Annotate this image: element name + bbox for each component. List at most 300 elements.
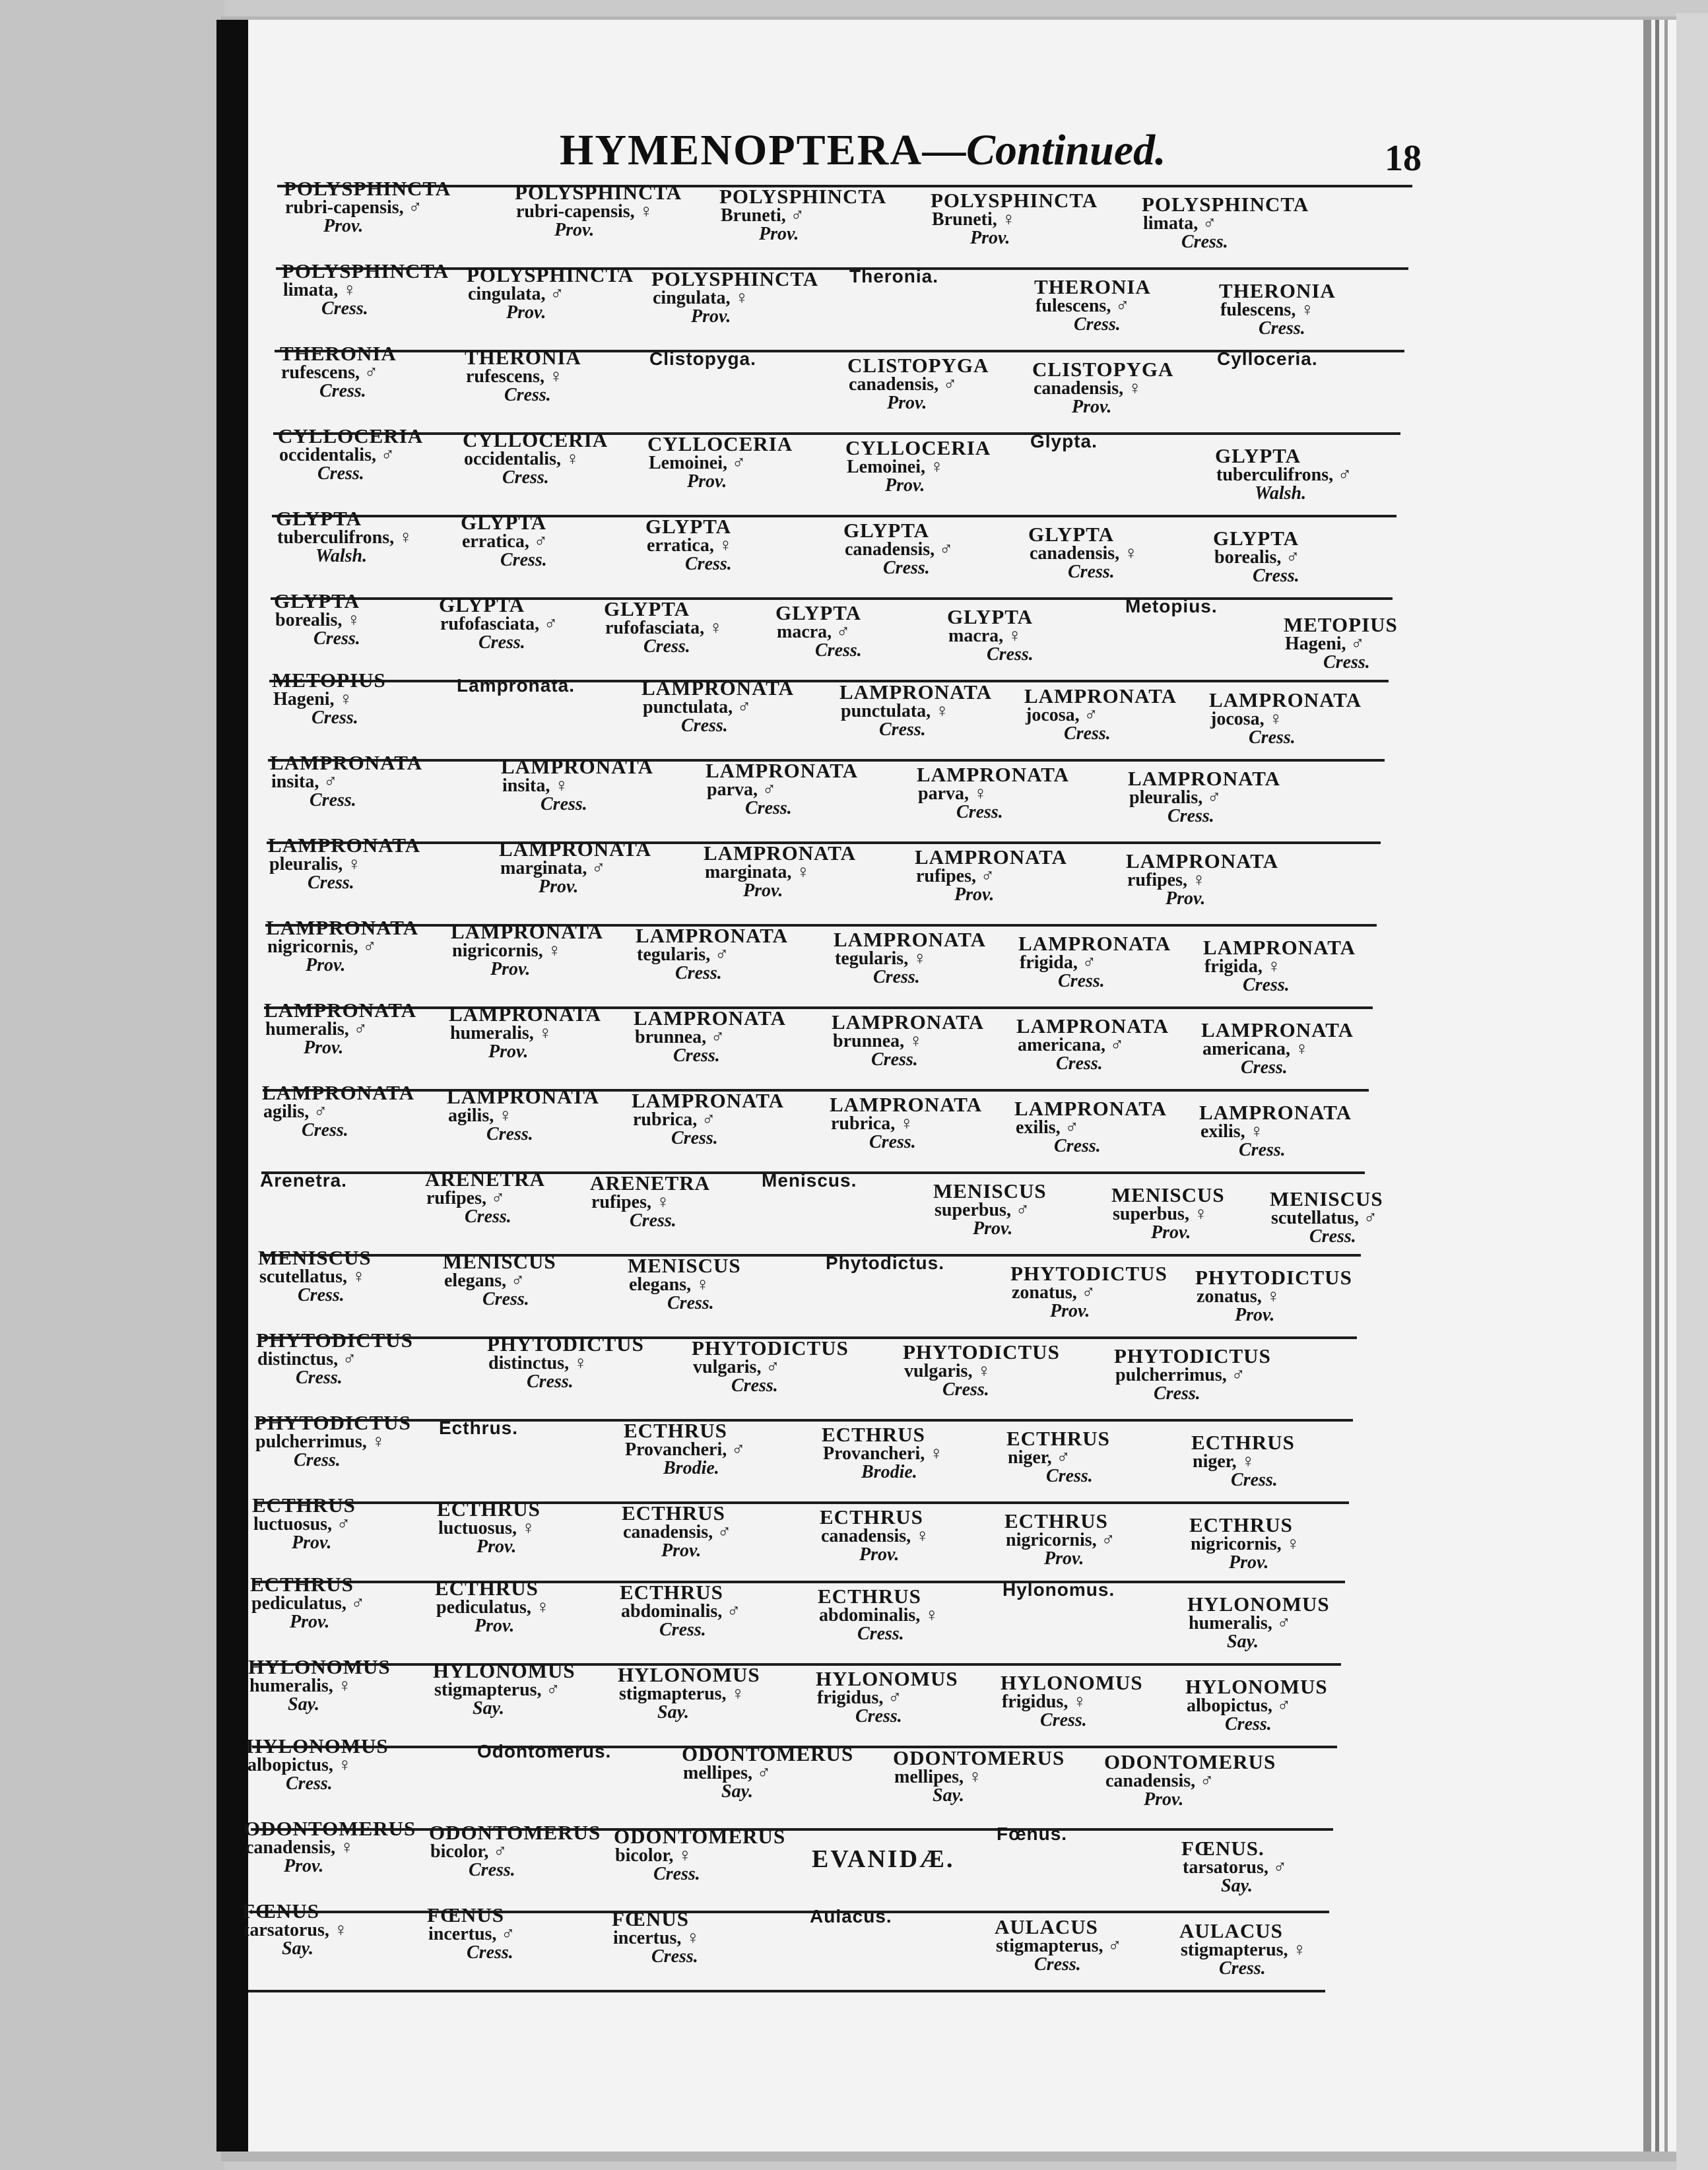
entry-genus: LAMPRONATA (706, 759, 858, 782)
entry-species: tegularis, ♀ (835, 948, 927, 969)
entry-genus: LAMPRONATA (830, 1093, 982, 1116)
species-entry (254, 1412, 445, 1470)
entry-genus: ECTHRUS (435, 1577, 539, 1600)
species-entry (1213, 528, 1404, 585)
entry-authority: Cress. (1323, 652, 1370, 673)
entry-species: Provancheri, ♀ (823, 1443, 944, 1464)
entry-authority: Brodie. (663, 1458, 719, 1478)
entry-authority: Cress. (310, 790, 356, 810)
species-entry (843, 520, 1035, 577)
entry-species: canadensis, ♀ (1034, 378, 1142, 399)
entry-genus: PHYTODICTUS (487, 1332, 644, 1356)
entry-authority: Prov. (488, 1041, 529, 1062)
species-entry (1016, 1016, 1208, 1073)
entry-genus: FŒNUS. (1181, 1837, 1265, 1860)
species-entry (604, 599, 795, 656)
species-entry (947, 607, 1138, 664)
species-entry (270, 752, 461, 810)
species-entry (1034, 277, 1226, 334)
entry-genus: GLYPTA (604, 597, 690, 620)
species-entry (1199, 1102, 1391, 1160)
species-entry (628, 1255, 819, 1313)
entry-species: rubrica, ♀ (831, 1113, 914, 1134)
entry-genus: LAMPRONATA (1126, 849, 1278, 872)
entry-genus: GLYPTA (439, 593, 525, 616)
entry-authority: Cress. (673, 1045, 720, 1066)
entry-genus: HYLONOMUS (1001, 1671, 1143, 1694)
entry-authority: Prov. (1050, 1301, 1090, 1321)
page-number: 18 (1385, 138, 1422, 179)
entry-authority: Walsh. (315, 546, 368, 566)
genus-header-label: Glypta. (1030, 431, 1098, 451)
entry-authority: Cress. (308, 872, 354, 893)
page-title (560, 125, 1166, 176)
entry-genus: GLYPTA (276, 507, 362, 530)
entry-genus: HYLONOMUS (433, 1659, 575, 1682)
entry-species: rubri-capensis, ♀ (516, 201, 653, 222)
entry-genus: ECTHRUS (250, 1573, 354, 1596)
entry-authority: Prov. (506, 302, 546, 323)
species-entry (820, 1507, 1011, 1564)
entry-genus: ECTHRUS (1191, 1431, 1295, 1454)
entry-authority: Cress. (1239, 1140, 1286, 1160)
entry-species: humeralis, ♂ (1189, 1613, 1291, 1633)
entry-species: humeralis, ♂ (265, 1019, 368, 1039)
entry-species: niger, ♂ (1008, 1447, 1070, 1468)
genus-header-arenetra (260, 1170, 451, 1191)
entry-species: niger, ♀ (1193, 1451, 1255, 1472)
entry-species: scutellatus, ♀ (259, 1266, 366, 1287)
entry-genus: LAMPRONATA (632, 1089, 784, 1112)
genus-header-label: Cylloceria. (1217, 348, 1318, 369)
genus-header-label: Theronia. (849, 266, 939, 286)
entry-species: stigmapterus, ♂ (996, 1936, 1122, 1956)
entry-species: distinctus, ♂ (257, 1349, 357, 1369)
species-entry (903, 1342, 1094, 1399)
entry-species: superbus, ♀ (1113, 1204, 1208, 1224)
entry-authority: Cress. (879, 719, 926, 740)
entry-authority: Prov. (290, 1612, 330, 1632)
entry-genus: HYLONOMUS (248, 1655, 391, 1678)
entry-genus: HYLONOMUS (1185, 1675, 1328, 1698)
species-entry (618, 1664, 809, 1722)
entry-genus: LAMPRONATA (270, 751, 422, 774)
entry-species: abdominalis, ♂ (621, 1601, 741, 1622)
entry-genus: MENISCUS (443, 1250, 556, 1273)
genus-header-label: Fœnus. (997, 1824, 1068, 1844)
entry-species: rufipes, ♂ (426, 1188, 505, 1208)
entry-species: tarsatorus, ♂ (1183, 1857, 1287, 1878)
entry-authority: Cress. (1253, 566, 1299, 586)
entry-species: pleuralis, ♀ (269, 854, 362, 874)
entry-genus: METOPIUS (1284, 613, 1398, 636)
entry-authority: Cress. (1259, 318, 1305, 339)
genus-header-label: Phytodictus. (826, 1253, 945, 1273)
entry-authority: Say. (1227, 1631, 1259, 1652)
entry-genus: ODONTOMERUS (429, 1821, 601, 1844)
species-entry (437, 1499, 628, 1556)
entry-species: limata, ♂ (1143, 213, 1217, 234)
entry-species: agilis, ♀ (448, 1105, 513, 1126)
species-entry (250, 1574, 442, 1631)
entry-authority: Cress. (1231, 1470, 1278, 1490)
entry-genus: THERONIA (1034, 275, 1151, 298)
species-entry (1201, 1020, 1393, 1077)
species-entry (282, 261, 473, 318)
genus-header-ecthrus (439, 1418, 630, 1439)
entry-authority: Cress. (1167, 806, 1214, 826)
entry-authority: Prov. (691, 306, 731, 327)
entry-genus: ECTHRUS (1004, 1509, 1108, 1532)
entry-authority: Prov. (859, 1544, 900, 1565)
species-entry (1004, 1511, 1196, 1568)
species-entry (435, 1578, 626, 1635)
entry-genus: METOPIUS (272, 669, 386, 692)
entry-species: canadensis, ♂ (849, 374, 958, 395)
entry-genus: POLYSPHINCTA (467, 263, 634, 286)
species-entry (1010, 1263, 1202, 1321)
entry-species: canadensis, ♂ (623, 1522, 732, 1542)
genus-header-label: Metopius. (1125, 596, 1218, 616)
entry-species: brunnea, ♂ (635, 1027, 725, 1047)
species-entry (1179, 1921, 1371, 1978)
entry-species: nigricornis, ♂ (1006, 1530, 1115, 1550)
entry-genus: LAMPRONATA (1128, 767, 1280, 790)
entry-genus: GLYPTA (645, 515, 732, 538)
entry-genus: POLYSPHINCTA (719, 185, 887, 208)
entry-genus: LAMPRONATA (1014, 1097, 1167, 1120)
entry-species: borealis, ♂ (1214, 547, 1300, 568)
entry-genus: LAMPRONATA (915, 845, 1067, 869)
entry-genus: LAMPRONATA (1209, 688, 1362, 711)
entry-genus: LAMPRONATA (917, 763, 1069, 786)
genus-header-label: Hylonomus. (1002, 1579, 1115, 1600)
entry-species: nigricornis, ♀ (1191, 1534, 1300, 1554)
entry-genus: LAMPRONATA (499, 838, 651, 861)
species-entry (242, 1901, 434, 1958)
species-entry (1195, 1267, 1387, 1325)
entry-genus: POLYSPHINCTA (282, 259, 449, 282)
title-continued: —Continued. (923, 126, 1166, 174)
entry-authority: Prov. (1235, 1305, 1275, 1325)
species-entry (818, 1586, 1009, 1643)
entry-species: cingulata, ♀ (653, 288, 749, 308)
entry-authority: Cress. (873, 967, 920, 987)
species-entry (487, 1334, 678, 1391)
entry-genus: LAMPRONATA (1024, 684, 1177, 707)
entry-authority: Prov. (539, 876, 579, 897)
entry-authority: Cress. (651, 1946, 698, 1967)
entry-authority: Prov. (1072, 397, 1112, 417)
entry-species: incertus, ♂ (428, 1924, 515, 1944)
entry-authority: Prov. (743, 880, 783, 901)
entry-genus: PHYTODICTUS (254, 1411, 411, 1434)
entry-genus: LAMPRONATA (447, 1085, 599, 1108)
entry-authority: Prov. (306, 955, 346, 975)
genus-header-label: Lampronata. (457, 675, 575, 696)
entry-species: erratica, ♂ (462, 531, 548, 552)
entry-authority: Cress. (675, 963, 722, 983)
entry-species: Hageni, ♂ (1285, 634, 1365, 654)
entry-genus: MENISCUS (1111, 1183, 1225, 1206)
entry-species: canadensis, ♂ (845, 539, 954, 560)
entry-authority: Cress. (319, 381, 366, 401)
entry-species: canadensis, ♀ (821, 1526, 930, 1546)
entry-species: borealis, ♀ (275, 610, 361, 630)
species-entry (246, 1736, 438, 1793)
species-entry (443, 1251, 634, 1309)
species-entry (893, 1748, 1084, 1805)
entry-genus: LAMPRONATA (451, 920, 603, 943)
entry-species: rufipes, ♂ (916, 866, 995, 886)
entry-species: distinctus, ♀ (488, 1353, 588, 1373)
entry-species: punctulata, ♀ (841, 701, 950, 721)
entry-authority: Cress. (1249, 727, 1296, 748)
species-entry (264, 1000, 455, 1057)
species-entry (467, 265, 658, 322)
entry-authority: Cress. (1034, 1954, 1081, 1975)
entry-genus: PHYTODICTUS (1010, 1262, 1167, 1285)
entry-species: pulcherrimus, ♂ (1115, 1365, 1245, 1385)
entry-species: macra, ♀ (948, 626, 1022, 646)
entry-genus: LAMPRONATA (266, 916, 418, 939)
species-entry (917, 764, 1108, 822)
entry-genus: PHYTODICTUS (903, 1340, 1060, 1364)
entry-genus: PHYTODICTUS (256, 1329, 413, 1352)
entry-authority: Cress. (1054, 1136, 1101, 1156)
species-entry (590, 1173, 781, 1230)
entry-authority: Cress. (302, 1120, 348, 1140)
entry-genus: LAMPRONATA (1203, 936, 1356, 959)
entry-genus: HYLONOMUS (618, 1663, 760, 1686)
entry-authority: Prov. (687, 471, 727, 492)
species-entry (915, 847, 1106, 904)
entry-authority: Cress. (956, 802, 1003, 822)
species-entry (1181, 1838, 1373, 1895)
entry-authority: Prov. (1044, 1548, 1084, 1569)
entry-genus: HYLONOMUS (816, 1667, 958, 1690)
entry-authority: Cress. (294, 1450, 341, 1470)
entry-species: parva, ♀ (918, 783, 987, 804)
entry-authority: Say. (933, 1785, 964, 1806)
species-entry (425, 1169, 616, 1226)
entry-species: elegans, ♀ (629, 1274, 710, 1295)
entry-species: Lemoinei, ♂ (649, 453, 746, 473)
entry-species: Provancheri, ♂ (625, 1439, 746, 1460)
entry-species: tegularis, ♂ (637, 944, 729, 965)
entry-genus: FŒNUS (242, 1899, 319, 1923)
entry-species: jocosa, ♀ (1210, 709, 1283, 729)
species-entry (1185, 1676, 1377, 1734)
species-entry (624, 1420, 815, 1478)
entry-genus: GLYPTA (1215, 444, 1301, 467)
entry-species: rufescens, ♂ (281, 362, 378, 383)
entry-authority: Cress. (1058, 971, 1105, 991)
entry-authority: Cress. (681, 715, 728, 736)
species-entry (449, 1004, 640, 1061)
species-entry (822, 1424, 1013, 1482)
entry-species: mellipes, ♂ (683, 1763, 771, 1783)
genus-header-glypta (1030, 431, 1222, 452)
entry-species: pediculatus, ♀ (436, 1597, 550, 1618)
entry-species: Bruneti, ♀ (932, 209, 1016, 230)
entry-authority: Prov. (759, 224, 799, 244)
entry-authority: Prov. (1229, 1552, 1269, 1573)
entry-authority: Cress. (869, 1132, 916, 1152)
entry-genus: PHYTODICTUS (1195, 1266, 1352, 1289)
entry-authority: Say. (282, 1938, 313, 1959)
entry-genus: MENISCUS (1270, 1187, 1383, 1210)
entry-genus: PHYTODICTUS (1114, 1344, 1271, 1367)
species-entry (244, 1818, 436, 1876)
entry-genus: HYLONOMUS (1187, 1593, 1330, 1616)
entry-species: tarsatorus, ♀ (244, 1920, 348, 1940)
entry-species: zonatus, ♂ (1012, 1282, 1096, 1303)
entry-authority: Prov. (1166, 888, 1206, 909)
entry-species: elegans, ♂ (444, 1270, 525, 1291)
entry-authority: Cress. (1046, 1466, 1093, 1486)
species-entry (429, 1822, 620, 1880)
entry-species: agilis, ♂ (263, 1101, 328, 1122)
entry-genus: GLYPTA (274, 589, 360, 612)
entry-authority: Prov. (554, 220, 595, 240)
species-entry (632, 1090, 823, 1148)
entry-authority: Prov. (954, 884, 995, 905)
species-entry (1032, 359, 1224, 416)
entry-genus: ECTHRUS (620, 1581, 723, 1604)
entry-species: occidentalis, ♂ (279, 445, 395, 465)
entry-genus: PHYTODICTUS (692, 1336, 849, 1360)
species-entry (834, 929, 1025, 987)
entry-genus: LAMPRONATA (832, 1010, 984, 1034)
entry-genus: LAMPRONATA (262, 1081, 414, 1104)
entry-authority: Cress. (745, 798, 792, 818)
entry-species: marginata, ♂ (500, 858, 606, 878)
entry-species: rufipes, ♀ (591, 1192, 670, 1212)
entry-genus: LAMPRONATA (634, 1006, 786, 1030)
entry-authority: Cress. (857, 1624, 904, 1644)
genus-header-lampronata (457, 675, 648, 696)
entry-authority: Brodie. (861, 1462, 917, 1482)
entry-species: incertus, ♀ (613, 1928, 700, 1948)
entry-species: mellipes, ♀ (894, 1767, 982, 1787)
entry-species: insita, ♀ (502, 775, 569, 796)
species-entry (620, 1582, 811, 1639)
species-entry (433, 1660, 624, 1718)
entry-species: abdominalis, ♀ (819, 1605, 939, 1626)
species-entry (248, 1657, 440, 1714)
entry-genus: FŒNUS (427, 1903, 504, 1926)
species-entry (839, 682, 1031, 739)
entry-species: exilis, ♀ (1200, 1121, 1264, 1142)
species-entry (463, 430, 654, 487)
entry-genus: LAMPRONATA (704, 841, 856, 865)
entry-authority: Cress. (815, 640, 862, 661)
entry-species: jocosa, ♂ (1026, 705, 1098, 725)
entry-authority: Cress. (1219, 1958, 1266, 1979)
entry-species: macra, ♂ (777, 622, 851, 642)
genus-header-label: Aulacus. (810, 1906, 892, 1926)
entry-authority: Cress. (1074, 314, 1121, 335)
species-entry (461, 512, 652, 570)
entry-genus: CYLLOCERIA (845, 436, 991, 459)
species-entry (830, 1094, 1021, 1152)
entry-species: vulgaris, ♀ (904, 1361, 991, 1381)
entry-species: parva, ♂ (707, 779, 776, 800)
title-main: HYMENOPTERA (560, 126, 923, 174)
entry-species: vulgaris, ♂ (693, 1357, 780, 1377)
species-entry (933, 1181, 1125, 1238)
entry-species: zonatus, ♀ (1197, 1286, 1280, 1307)
species-entry (451, 921, 642, 979)
species-entry (276, 508, 467, 566)
entry-authority: Prov. (323, 216, 364, 236)
entry-species: bicolor, ♂ (430, 1841, 508, 1862)
species-entry (636, 925, 827, 983)
entry-authority: Cress. (871, 1049, 918, 1070)
entry-authority: Cress. (671, 1128, 718, 1148)
row-divider (248, 1990, 1325, 1992)
entry-species: insita, ♂ (271, 772, 338, 792)
entry-authority: Say. (288, 1694, 319, 1715)
entry-species: frigidus, ♂ (817, 1688, 902, 1708)
entry-authority: Cress. (987, 644, 1034, 665)
entry-authority: Cress. (313, 628, 360, 649)
entry-genus: AULACUS (1179, 1919, 1283, 1942)
entry-genus: FŒNUS (612, 1907, 689, 1930)
entry-species: americana, ♂ (1018, 1035, 1124, 1055)
entry-authority: Prov. (973, 1218, 1013, 1239)
entry-authority: Say. (721, 1781, 753, 1802)
entry-authority: Cress. (731, 1375, 778, 1396)
entry-genus: ECTHRUS (252, 1494, 356, 1517)
entry-species: occidentalis, ♀ (464, 449, 579, 469)
entry-authority: Cress. (855, 1706, 902, 1726)
entry-species: bicolor, ♀ (615, 1845, 692, 1866)
entry-genus: LAMPRONATA (641, 676, 794, 700)
species-entry (634, 1008, 825, 1065)
entry-species: punctulata, ♂ (643, 697, 752, 717)
entry-species: rufofasciata, ♂ (440, 614, 558, 634)
entry-genus: GLYPTA (843, 519, 930, 542)
entry-genus: ECTHRUS (437, 1497, 541, 1521)
entry-authority: Cress. (482, 1289, 529, 1309)
species-entry (439, 595, 630, 652)
genus-header-hylonomus (1002, 1579, 1194, 1600)
entry-genus: ECTHRUS (624, 1419, 727, 1442)
entry-genus: ODONTOMERUS (893, 1746, 1065, 1769)
entry-authority: Prov. (292, 1532, 332, 1553)
entry-species: humeralis, ♀ (249, 1676, 352, 1696)
species-entry (284, 178, 475, 236)
entry-genus: THERONIA (1219, 279, 1336, 302)
entry-authority: Cress. (502, 467, 549, 488)
entry-authority: Cress. (486, 1124, 533, 1144)
entry-genus: ODONTOMERUS (682, 1742, 854, 1765)
entry-authority: Prov. (475, 1616, 515, 1636)
entry-species: humeralis, ♀ (450, 1023, 552, 1043)
entry-genus: LAMPRONATA (449, 1003, 601, 1026)
entry-authority: Cress. (667, 1293, 714, 1313)
species-entry (1219, 280, 1410, 338)
entry-genus: POLYSPHINCTA (651, 267, 819, 290)
entry-authority: Cress. (653, 1864, 700, 1884)
species-entry (274, 591, 465, 648)
entry-genus: LAMPRONATA (501, 755, 653, 778)
species-entry (447, 1086, 638, 1144)
entry-genus: AULACUS (995, 1915, 1098, 1938)
species-entry (501, 756, 692, 814)
